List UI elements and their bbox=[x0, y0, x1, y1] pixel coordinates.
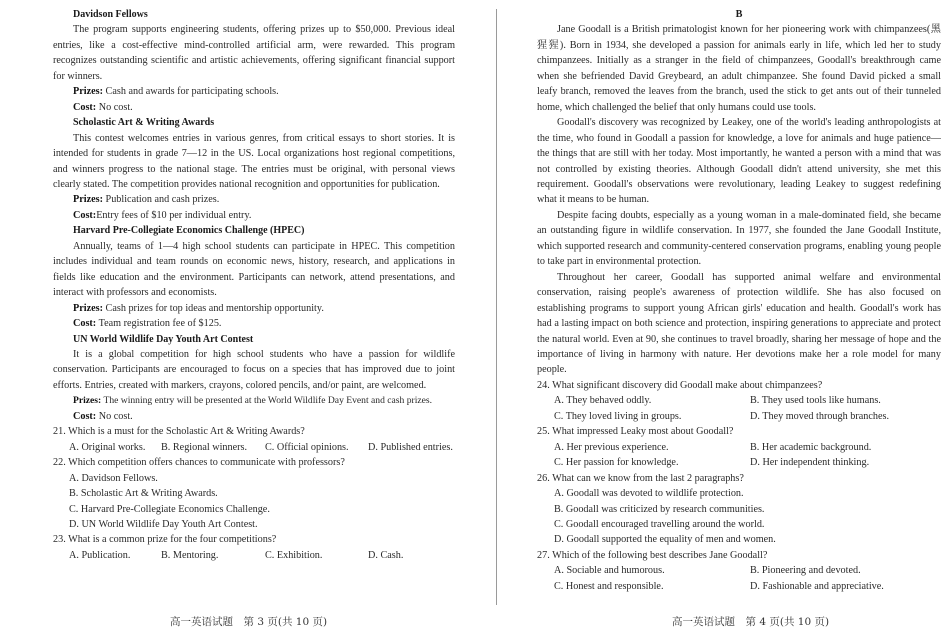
option-c: C. Exhibition. bbox=[265, 549, 323, 561]
question-options bbox=[537, 393, 941, 424]
column-divider bbox=[496, 9, 497, 605]
option-a: A. Davidson Fellows. bbox=[69, 472, 158, 484]
option-d: D. Goodall supported the equality of men and women. bbox=[554, 534, 776, 546]
section-hpec bbox=[53, 223, 455, 331]
question-options bbox=[53, 440, 455, 455]
question-options bbox=[537, 486, 941, 548]
prizes-label: Prizes: bbox=[73, 86, 103, 98]
option-a: A. Goodall was devoted to wildlife protection. bbox=[554, 488, 744, 500]
prizes-label: Prizes: bbox=[73, 302, 103, 314]
cost-label: Cost: bbox=[73, 318, 97, 330]
cost-text: Team registration fee of $125. bbox=[96, 318, 222, 330]
option-b: B. They used tools like humans. bbox=[750, 395, 881, 407]
option-b: B. Goodall was criticized by research communities. bbox=[554, 503, 765, 515]
option-a: A. Publication. bbox=[69, 549, 131, 561]
question-24 bbox=[537, 378, 941, 424]
option-b: B. Mentoring. bbox=[161, 549, 219, 561]
question-options bbox=[537, 440, 941, 471]
prizes-line bbox=[53, 84, 455, 99]
left-page-column bbox=[53, 7, 455, 563]
cost-label: Cost: bbox=[73, 410, 97, 422]
passage-paragraph-4: Throughout her career, Goodall has supported animal welfare and environmental conservation, raising people's awareness of protection wildlife. She has also focused on establishing programs to support young African girls' education and health. Goodall's work has had a lasting impact on both science and protection, inspiring generations to appreciate and protect the natural world. Even at 90, she continues to travel broadly, sharing her message of hope and the importance of living in harmony with nature. Her devotions make her a role model for many people. bbox=[537, 271, 941, 376]
cost-line bbox=[53, 409, 455, 424]
question-stem: 23. What is a common prize for the four competitions? bbox=[53, 534, 277, 546]
question-23 bbox=[53, 532, 455, 563]
prizes-line bbox=[53, 301, 455, 316]
question-stem: 21. Which is a must for the Scholastic Art & Writing Awards? bbox=[53, 426, 305, 438]
passage-paragraph-2: Goodall's discovery was recognized by Leakey, one of the world's leading anthropologists at the time, who found in Goodall a passion for knowledge, a love for animals and huge patience—the things that are still with her today. Most importantly, he wanted a person with a mind that was not controlled by existing theories. Although Goodall didn't attend university, she met this requirement. Goodall's observations were revolutionary, leading Leakey to suggest redefining what it means to be human. bbox=[537, 117, 941, 206]
question-stem: 26. What can we know from the last 2 paragraphs? bbox=[537, 472, 744, 484]
option-c: C. Harvard Pre-Collegiate Economics Challenge. bbox=[69, 503, 270, 515]
option-b: B. Scholastic Art & Writing Awards. bbox=[69, 488, 218, 500]
option-c: C. They loved living in groups. bbox=[554, 410, 682, 422]
prizes-line bbox=[53, 393, 455, 408]
option-a: A. Her previous experience. bbox=[554, 441, 669, 453]
prizes-text: Cash and awards for participating schools. bbox=[102, 86, 279, 98]
cost-line bbox=[53, 208, 455, 223]
page-footer-right: 高一英语试题 第 4 页(共 10 页) bbox=[672, 616, 830, 628]
section-heading: Davidson Fellows bbox=[73, 9, 148, 20]
section-heading: Scholastic Art & Writing Awards bbox=[73, 117, 215, 129]
option-c: C. Goodall encouraged travelling around the world. bbox=[554, 518, 765, 530]
section-paragraph: The program supports engineering students, offering prizes up to $50,000. Previous ideal entries, like a cost-effective mind-controlled artificial arm, were rewarded. This program recognizes outstanding scientific and artistic achievements, offering significant financial support for winners. bbox=[53, 24, 455, 82]
question-options bbox=[53, 548, 455, 563]
section-paragraph: Annually, teams of 1—4 high school students can participate in HPEC. This competition includes individual and team rounds on economic news, history, research, and applications in fields like education and the environment. Participants can network, attend presentations, and interact with professors and economists. bbox=[53, 240, 455, 299]
option-a: A. Sociable and humorous. bbox=[554, 565, 665, 577]
question-options bbox=[537, 563, 941, 594]
section-heading: UN World Wildlife Day Youth Art Contest bbox=[73, 333, 254, 345]
question-options bbox=[53, 471, 455, 533]
option-d: D. Fashionable and appreciative. bbox=[750, 580, 884, 592]
section-paragraph: This contest welcomes entries in various genres, from critical essays to short stories. It is intended for students in grade 7—12 in the US. Local organizations host regional competitions, and winners progress to the national stage. The entries must be original, with personal views clearly stated. The competition provides national recognition and opportunities for publication. bbox=[53, 132, 455, 190]
option-c: C. Official opinions. bbox=[265, 441, 349, 453]
prizes-text: Cash prizes for top ideas and mentorship opportunity. bbox=[102, 302, 324, 314]
option-d: D. UN World Wildlife Day Youth Art Contest. bbox=[69, 518, 258, 530]
section-paragraph: It is a global competition for high school students who have a passion for wildlife conservation. Participants are encouraged to focus on a species that has improved due to joint efforts. Entries, created with markers, crayons, colored pencils, and/or paint, are welcomed. bbox=[53, 348, 455, 391]
question-27 bbox=[537, 548, 941, 594]
question-stem: 22. Which competition offers chances to communicate with professors? bbox=[53, 457, 345, 469]
cost-label: Cost: bbox=[73, 101, 97, 113]
passage-paragraph-1: Jane Goodall is a British primatologist known for her pioneering work with chimpanzees(黑猩猩). Born in 1934, she developed a passion for animals early in life, which led her to study chimpanzees. Initially as a stranger in the field of chimpanzees, Goodall's breakthrough came when she befriended David Greybeard, an adult chimpanzee. She found David picked a small leafy branch, removed the leaves from the branch, used the stick to get ants out of their tunneled home, which challenged the belief that only humans could use tools. bbox=[537, 24, 941, 113]
section-davidson-fellows bbox=[53, 7, 455, 115]
cost-label: Cost: bbox=[73, 209, 97, 221]
prizes-text: Publication and cash prizes. bbox=[102, 194, 220, 206]
option-b: B. Pioneering and devoted. bbox=[750, 565, 861, 577]
question-25 bbox=[537, 424, 941, 470]
section-un-wildlife-contest bbox=[53, 332, 455, 425]
cost-text: No cost. bbox=[96, 101, 133, 113]
option-d: D. Her independent thinking. bbox=[750, 457, 870, 469]
prizes-text: The winning entry will be presented at the World Wildlife Day Event and cash prizes. bbox=[101, 395, 433, 407]
prizes-line bbox=[53, 192, 455, 207]
option-d: D. Published entries. bbox=[368, 441, 453, 453]
cost-text: Entry fees of $10 per individual entry. bbox=[96, 209, 252, 221]
option-c: C. Her passion for knowledge. bbox=[554, 457, 679, 469]
cost-text: No cost. bbox=[96, 410, 133, 422]
question-stem: 27. Which of the following best describes Jane Goodall? bbox=[537, 549, 768, 561]
question-26 bbox=[537, 471, 941, 548]
question-stem: 24. What significant discovery did Goodall make about chimpanzees? bbox=[537, 379, 823, 391]
option-b: B. Her academic background. bbox=[750, 441, 872, 453]
prizes-label: Prizes: bbox=[73, 194, 103, 206]
prizes-label: Prizes: bbox=[73, 395, 102, 407]
section-scholastic-awards bbox=[53, 115, 455, 223]
option-c: C. Honest and responsible. bbox=[554, 580, 664, 592]
cost-line bbox=[53, 100, 455, 115]
option-a: A. They behaved oddly. bbox=[554, 395, 652, 407]
option-d: D. Cash. bbox=[368, 549, 404, 561]
option-d: D. They moved through branches. bbox=[750, 410, 890, 422]
section-heading: Harvard Pre-Collegiate Economics Challenge (HPEC) bbox=[73, 225, 305, 237]
section-letter: B bbox=[735, 9, 743, 20]
right-page-column bbox=[537, 7, 941, 594]
option-a: A. Original works. bbox=[69, 441, 146, 453]
option-b: B. Regional winners. bbox=[161, 441, 248, 453]
passage-paragraph-3: Despite facing doubts, especially as a young woman in a male-dominated field, she became an outstanding figure in wildlife conservation. In 1977, she founded the Jane Goodall Institute, which supported research and community-centered conservation programs, enabling young people to take part in environmental protection. bbox=[537, 209, 941, 268]
page-footer-left: 高一英语试题 第 3 页(共 10 页) bbox=[170, 616, 328, 628]
question-22 bbox=[53, 455, 455, 532]
question-21 bbox=[53, 424, 455, 455]
cost-line bbox=[53, 316, 455, 331]
question-stem: 25. What impressed Leaky most about Goodall? bbox=[537, 426, 734, 438]
